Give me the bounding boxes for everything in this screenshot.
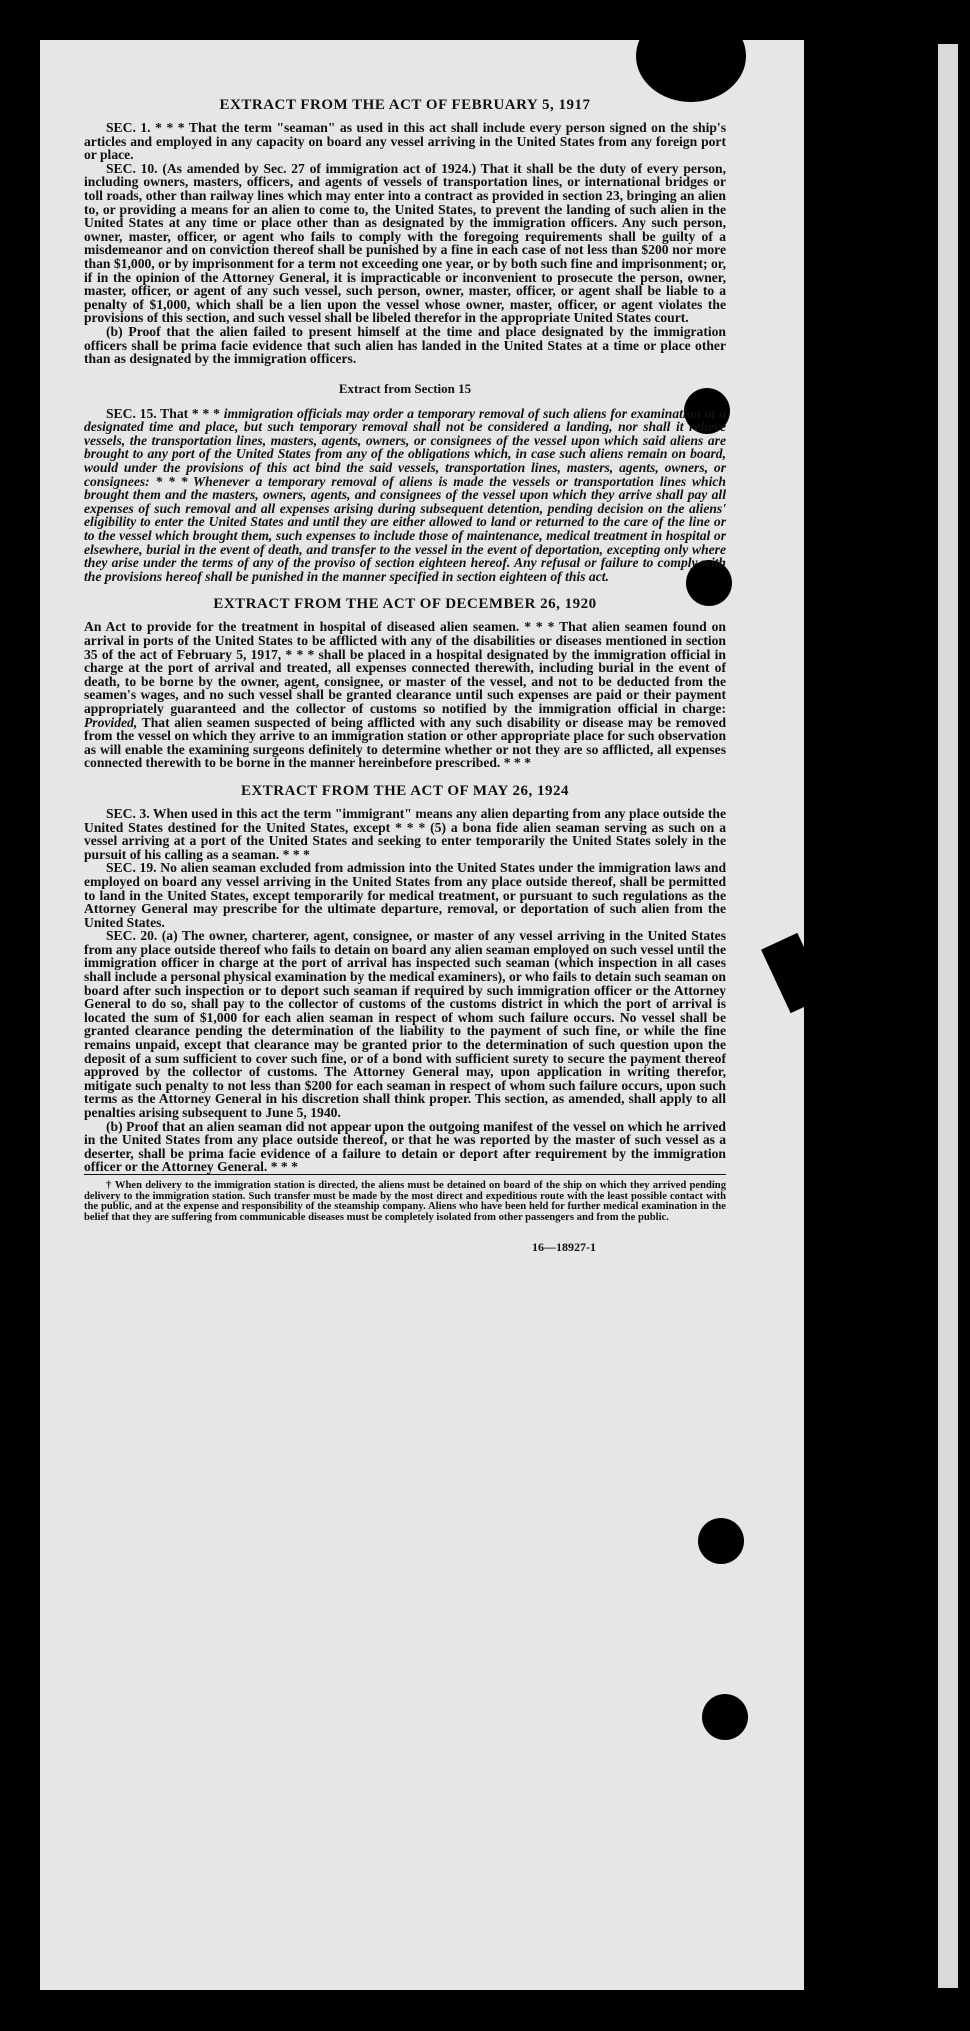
heading-act-1917: EXTRACT FROM THE ACT OF FEBRUARY 5, 1917 xyxy=(219,97,591,113)
act-1920-paragraph xyxy=(84,620,726,770)
sec19-paragraph: SEC. 19. No alien seaman excluded from admission into the United States under the immigration laws and employed on board any vessel arriving in the United States from any place outside thereof, shall be permitted to land in the United States, except temporarily for medical treatment, or pursuant to such regulations as the Attorney General may prescribe for the ultimate departure, removal, or deportation of such alien from the United States. xyxy=(84,860,726,930)
sec10-paragraph: SEC. 10. (As amended by Sec. 27 of immigration act of 1924.) That it shall be the duty of every person, including owners, masters, officers, and agents of vessels of transportation lines, or international bridges or toll roads, other than railway lines which may enter into a contract as provided in section 23, bringing an alien to, or providing a means for an alien to come to, the United States, to prevent the landing of such alien in the United States at any time or place other than as designated by the immigration officers. Any such person, owner, master, officer, or agent who fails to comply with the foregoing requirements shall be guilty of a misdemeanor and on conviction thereof shall be punished by a fine in each case of not less than $200 nor more than $1,000, or by imprisonment for a term not exceeding one year, or by both such fine and imprisonment; or, if in the opinion of the Attorney General, it is impracticable or inconvenient to prosecute the person, owner, master, officer, or agent of any such vessel, such person, owner, master, officer, or agent shall be liable to a penalty of $1,000, which shall be a lien upon the vessel whose owner, master, officer, or agent violates the provisions of this section, and such vessel shall be libeled therefor in the appropriate United States court. xyxy=(84,160,726,326)
act-1920-tail: That alien seamen suspected of being afflicted with any such disability or disease may be removed from the vessel on which they arrive to an immigration station or other appropriate place for such observation as will enable the examining surgeons definitely to determine whether or not they are so afflicted, all expenses connected therewith to be borne in the manner hereinbefore prescribed. * * * xyxy=(84,714,726,771)
sec3-paragraph: SEC. 3. When used in this act the term "immigrant" means any alien departing from any place outside the United States destined for the United States, except * * * (5) a bona fide alien seaman serving as such on a vessel arriving at a port of the United States and seeking to enter temporarily the United States solely in the pursuit of his calling as a seaman. * * * xyxy=(84,805,726,862)
sec20a-paragraph: SEC. 20. (a) The owner, charterer, agent, consignee, or master of any vessel arriving in the United States from any place outside thereof who fails to detain on board any alien seaman employed on such vessel until the immigration officer in charge at the port of arrival has inspected such seaman (which inspection in all cases shall include a personal physical examination by the medical examiners), or who fails to detain such seaman on board after such inspection or to deport such seaman if required by such immigration officer or the Attorney General to do so, shall pay to the collector of customs of the customs district in which the port of arrival is located the sum of $1,000 for each alien seaman in respect of whom such failure occurs. No vessel shall be granted clearance pending the determination of the liability to the payment of such fine, or while the fine remains unpaid, except that clearance may be granted prior to the determination of such question upon the deposit of a sum sufficient to cover such fine, or of a bond with sufficient surety to secure the payment thereof approved by the collector of customs. The Attorney General may, upon application in writing therefor, mitigate such penalty to not less than $200 for each seaman in respect of whom such failure occurs, upon such terms as the Attorney General in his discretion shall think proper. This section, as amended, shall apply to all penalties arising subsequent to June 5, 1940. xyxy=(84,928,726,1120)
form-code: 16—18927-1 xyxy=(532,1240,596,1255)
sec10b-paragraph: (b) Proof that the alien failed to present himself at the time and place designated by the immigration officers shall be prima facie evidence that such alien has landed in the United States at a time or place other than as designated by the immigration officers. xyxy=(84,323,726,367)
heading-act-1924: EXTRACT FROM THE ACT OF MAY 26, 1924 xyxy=(240,782,570,799)
adjacent-page-strip xyxy=(938,44,958,1988)
act-1920-text: An Act to provide for the treatment in hospital of diseased alien seamen. * * * That alien seamen found on arrival in ports of the United States to be afflicted with any of the disabilities or diseases mentioned in section 35 of the act of February 5, 1917, * * * shall be placed in a hospital designated by the immigration official in charge at the port of arrival and treated, all expenses connected therewith, including burial in the event of death, to be borne by the owner, agent, consignee, or master of the vessel, and not to be deducted from the seamen's wages, and no such vessel shall be granted clearance until such expenses are paid or their payment appropriately guaranteed and the collector of customs so notified by the immigration official in charge: xyxy=(84,619,726,716)
punch-hole-4 xyxy=(702,1694,748,1740)
tear-mark xyxy=(761,933,804,1013)
torn-corner xyxy=(636,40,746,102)
document-body xyxy=(84,98,726,1253)
sec20b-paragraph: (b) Proof that an alien seaman did not appear upon the outgoing manifest of the vessel on which he arrived in the United States from any place outside thereof, or that he was reported by the master of such vessel as a deserter, shall be prima facie evidence of a failure to detain or deport after requirement by the immigration officer or the Attorney General. * * * xyxy=(84,1118,726,1175)
sec15-lead: SEC. 15. That * * * xyxy=(106,405,224,421)
sec1-paragraph: SEC. 1. * * * That the term "seaman" as used in this act shall include every person signed on the ship's articles and employed in any capacity on board any vessel arriving in the United States from any foreign port or place. xyxy=(84,120,726,163)
heading-section-15: Extract from Section 15 xyxy=(338,380,472,396)
punch-hole-3 xyxy=(698,1518,744,1564)
provided-italic: Provided, xyxy=(84,714,138,730)
heading-act-1920: EXTRACT FROM THE ACT OF DECEMBER 26, 1920 xyxy=(213,596,597,613)
sec15-italic-text: immigration officials may order a temporary removal of such aliens for examination at a designated time and place, but such temporary removal shall not be considered a landing, nor shall it relieve vessels, the transportation lines, masters, agents, owners, or consignees of the vessel upon which said aliens are brought to any port of the United States from any of the obligations which, in case such aliens remain on board, would under the provisions of this act bind the said vessels, transportation lines, masters, agents, owners, or consignees: * * * Whenever a temporary removal of aliens is made the vessels or transportation lines which brought them and the masters, owners, agents, and consignees of the vessel upon which they arrive shall pay all expenses of such removal and all expenses arising during subsequent detention, pending decision on the aliens' eligibility to enter the United States and until they are either allowed to land or returned to the care of the line or to the vessel which brought them, such expenses to include those of maintenance, medical treatment in hospital or elsewhere, burial in the event of death, and transfer to the vessel in the event of deportation, excepting only where they arise under the terms of any of the proviso of section eighteen hereof. Any refusal or failure to comply with the provisions hereof shall be punished in the manner specified in section eighteen of this act. xyxy=(84,405,727,584)
footnote: † When delivery to the immigration station is directed, the aliens must be detained on board of the ship on which they arrived pending delivery to the immigration station. Such transfer must be made by the most direct and expeditious route with the least possible contact with the public, and at the expense and responsibility of the steamship company. Aliens who have been held for further medical examination in the belief that they are suffering from communicable diseases must be completely isolated from other passengers and from the public. xyxy=(84,1174,726,1223)
sec15-paragraph xyxy=(84,407,726,584)
